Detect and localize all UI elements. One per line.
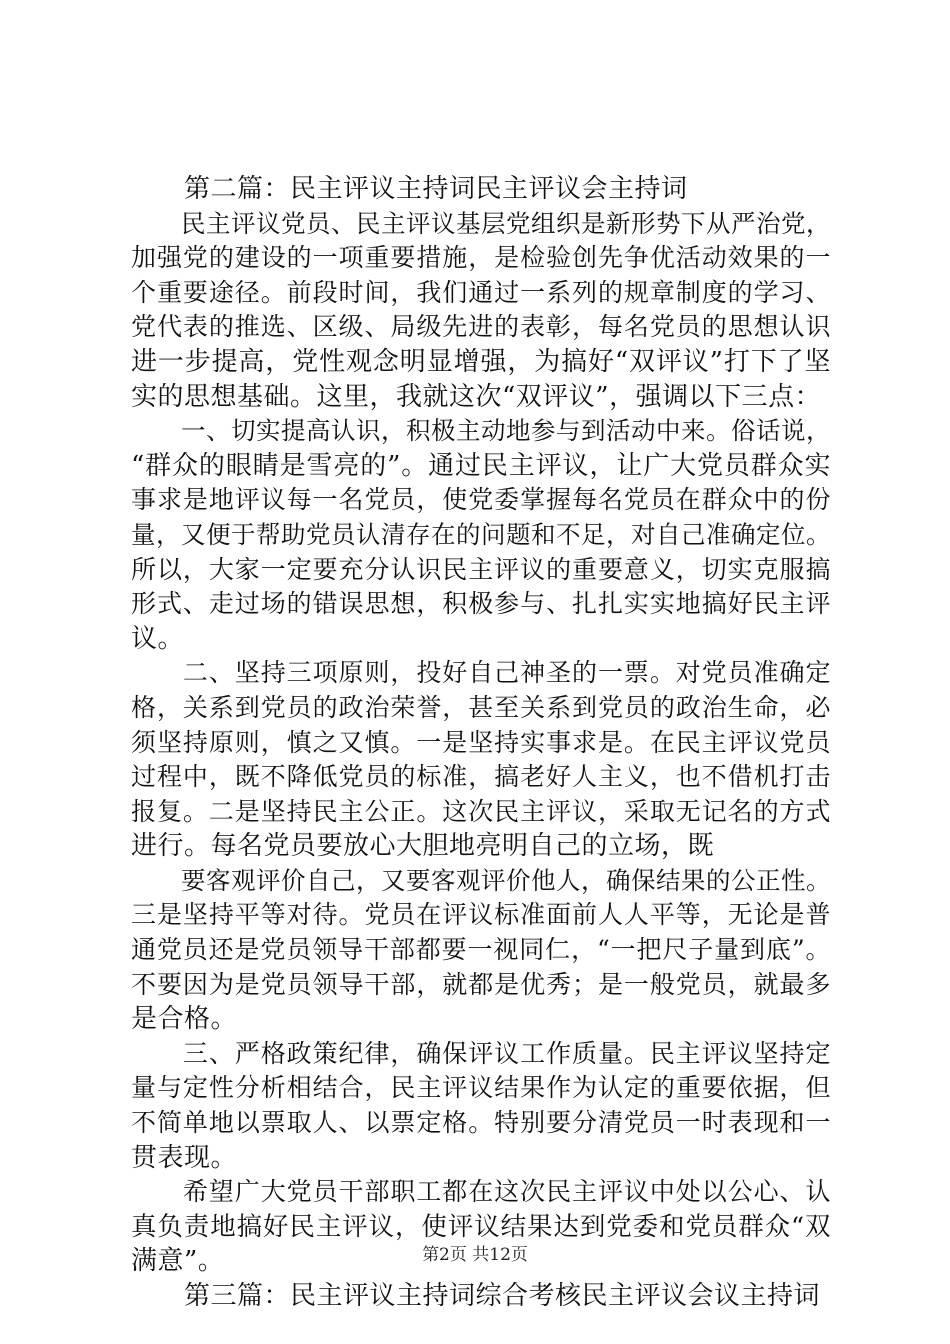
text-line: 量与定性分析相结合，民主评议结果作为认定的重要依据，但 — [131, 1073, 831, 1103]
text-line: 一、切实提高认识，积极主动地参与到活动中来。俗话说， — [131, 416, 831, 446]
text-line: 加强党的建设的一项重要措施，是检验创先争优活动效果的一 — [131, 243, 831, 273]
text-line: 要客观评价自己，又要客观评价他人，确保结果的公正性。 — [131, 865, 831, 895]
text-line: 进行。每名党员要放心大胆地亮明自己的立场，既 — [131, 831, 715, 862]
text-line: 贯表现。 — [131, 1142, 238, 1173]
text-line: 过程中，既不降低党员的标准，搞老好人主义，也不借机打击 — [131, 762, 831, 792]
text-line: 议。 — [131, 623, 185, 654]
text-line: 是合格。 — [131, 1004, 238, 1035]
text-line: 第二篇：民主评议主持词民主评议会主持词 — [131, 174, 688, 204]
text-line: 事求是地评议每一名党员，使党委掌握每名党员在群众中的份 — [131, 485, 831, 515]
document-body — [131, 172, 831, 1314]
text-line: 进一步提高，党性观念明显增强，为搞好“双评议”打下了坚 — [131, 346, 831, 377]
text-line: 形式、走过场的错误思想，积极参与、扎扎实实地搞好民主评 — [131, 589, 831, 619]
text-line: 格，关系到党员的政治荣誉，甚至关系到党员的政治生命，必 — [131, 692, 831, 722]
text-line: 真负责地搞好民主评议，使评议结果达到党委和党员群众“双 — [131, 1211, 831, 1242]
text-line: “群众的眼睛是雪亮的”。通过民主评议，让广大党员群众实 — [131, 450, 831, 481]
text-line: 不简单地以票取人、以票定格。特别要分清党员一时表现和一 — [131, 1108, 831, 1138]
text-line: 三是坚持平等对待。党员在评议标准面前人人平等，无论是普 — [131, 900, 831, 930]
page-footer: 第2页 共12页 — [422, 1245, 528, 1265]
text-line: 三、严格政策纪律，确保评议工作质量。民主评议坚持定 — [131, 1038, 831, 1068]
text-line: 所以，大家一定要充分认识民主评议的重要意义，切实克服搞 — [131, 554, 831, 584]
text-line: 通党员还是党员领导干部都要一视同仁，“一把尺子量到底”。 — [131, 935, 831, 965]
text-line: 量，又便于帮助党员认清存在的问题和不足，对自己准确定位。 — [131, 519, 831, 549]
text-line: 满意”。 — [131, 1246, 225, 1277]
text-line: 第三篇：民主评议主持词综合考核民主评议会议主持词 — [131, 1281, 821, 1311]
text-line: 希望广大党员干部职工都在这次民主评议中处以公心、认 — [131, 1177, 831, 1207]
text-line: 须坚持原则，慎之又慎。一是坚持实事求是。在民主评议党员 — [131, 727, 831, 757]
text-line: 民主评议党员、民主评议基层党组织是新形势下从严治党， — [131, 208, 831, 238]
text-line: 报复。二是坚持民主公正。这次民主评议，采取无记名的方式 — [131, 796, 831, 826]
text-line: 不要因为是党员领导干部，就都是优秀；是一般党员，就最多 — [131, 969, 831, 999]
text-line: 实的思想基础。这里，我就这次“双评议”，强调以下三点： — [131, 381, 822, 412]
text-line: 个重要途径。前段时间，我们通过一系列的规章制度的学习、 — [131, 277, 831, 307]
text-line: 党代表的推选、区级、局级先进的表彰，每名党员的思想认识 — [131, 312, 831, 342]
text-line: 二、坚持三项原则，投好自己神圣的一票。对党员准确定 — [131, 658, 831, 688]
